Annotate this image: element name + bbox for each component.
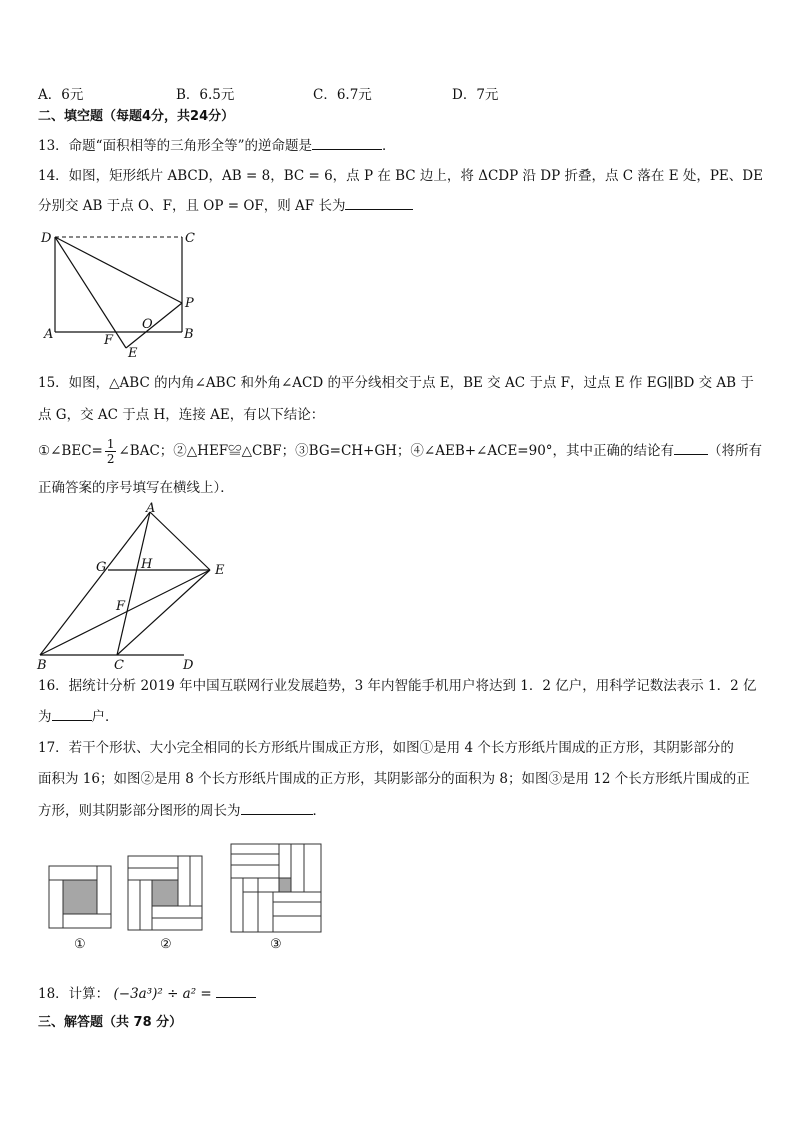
question-13-end: ． — [381, 138, 396, 154]
question-18-prefix: 18．计算： — [38, 986, 110, 1002]
question-18-expression: (−3a³)² ÷ a² = — [113, 986, 212, 1002]
question-14-line2 — [38, 196, 413, 215]
q15-label-C: C — [114, 658, 124, 670]
question-15-line1: 15．如图，△ABC 的内角∠ABC 和外角∠ACD 的平分线相交于点 E，BE 交 AC 于点 F，过点 E 作 EG∥BD 交 AB 于 — [38, 375, 754, 391]
figure-q17-2 — [128, 856, 202, 930]
question-16-unit: 户． — [91, 709, 119, 725]
q15-label-D: D — [183, 658, 194, 670]
figure-q17-3 — [231, 844, 321, 932]
question-13 — [38, 136, 395, 155]
question-16-line2 — [38, 707, 119, 726]
q15-label-G: G — [96, 560, 107, 575]
question-15-line4: 正确答案的序号填写在横线上）． — [38, 480, 234, 496]
option-b: B．6.5元 — [176, 87, 235, 103]
option-a: A．6元 — [38, 87, 84, 103]
question-18 — [38, 984, 256, 1003]
answer-blank-16[interactable] — [52, 707, 92, 721]
figure-label-1: ① — [74, 937, 86, 952]
question-17-line3 — [38, 801, 326, 820]
question-17-line1: 17．若干个形状、大小完全相同的长方形纸片围成正方形，如图①是用 4 个长方形纸片围成的正方形，其阴影部分的 — [38, 740, 734, 756]
option-d: D．7元 — [452, 87, 499, 103]
q15-label-E: E — [215, 563, 225, 578]
question-15-conclusion-1: ①∠BEC= — [38, 443, 103, 459]
question-16-prefix: 为 — [38, 709, 52, 725]
q14-label-E: E — [128, 346, 138, 361]
section-title-fill-in: 二、填空题（每题4分，共24分） — [38, 109, 235, 124]
question-17-prompt: 方形，则其阴影部分图形的周长为 — [38, 803, 241, 819]
fraction-one-half — [105, 437, 117, 466]
question-14-line2-text: 分别交 AB 于点 O、F，且 OP = OF，则 AF 长为 — [38, 198, 346, 214]
q14-label-F: F — [104, 333, 114, 348]
q14-label-C: C — [185, 231, 195, 246]
question-15-line2: 点 G，交 AC 于点 H，连接 AE，有以下结论： — [38, 407, 325, 423]
q14-label-B: B — [184, 327, 194, 342]
question-15-line3 — [38, 436, 762, 466]
question-15-instruction: （将所有 — [708, 443, 763, 459]
question-15-conclusions: ∠BAC；②△HEF≌△CBF；③BG=CH+GH；④∠AEB+∠ACE=90°，其中正确的结论有 — [118, 443, 675, 459]
q14-label-O: O — [142, 317, 153, 332]
q15-label-A: A — [146, 502, 156, 516]
figure-q15 — [34, 502, 234, 670]
section-title-solutions: 三、解答题（共 78 分） — [38, 1015, 183, 1030]
question-16-line1: 16．据统计分析 2019 年中国互联网行业发展趋势，3 年内智能手机用户将达到 1．2 亿户，用科学记数法表示 1．2 亿 — [38, 678, 757, 694]
fraction-numerator: 1 — [106, 437, 115, 451]
question-13-text: 13．命题“面积相等的三角形全等”的逆命题是 — [38, 138, 312, 154]
answer-blank-18[interactable] — [216, 984, 256, 998]
q15-label-B: B — [37, 658, 47, 670]
q14-label-A: A — [44, 327, 54, 342]
q14-label-P: P — [185, 296, 194, 311]
figure-label-2: ② — [160, 937, 172, 952]
option-c: C．6.7元 — [313, 87, 372, 103]
question-17-end: ． — [312, 803, 326, 819]
answer-blank-13[interactable] — [312, 136, 382, 150]
figure-q17-1 — [49, 866, 111, 928]
answer-blank-15[interactable] — [674, 441, 708, 455]
question-17-line2: 面积为 16；如图②是用 8 个长方形纸片围成的正方形，其阴影部分的面积为 8；如图③是用 12 个长方形纸片围成的正 — [38, 771, 750, 787]
figure-q14 — [38, 226, 208, 361]
q15-label-F: F — [116, 599, 126, 614]
fraction-denominator: 2 — [106, 452, 115, 466]
question-14-line1: 14．如图，矩形纸片 ABCD，AB = 8，BC = 6，点 P 在 BC 边上，将 ΔCDP 沿 DP 折叠，点 C 落在 E 处，PE、DE — [38, 168, 763, 184]
figure-label-3: ③ — [270, 937, 282, 952]
answer-blank-14[interactable] — [345, 196, 413, 210]
q15-label-H: H — [141, 557, 153, 572]
q14-label-D: D — [41, 231, 52, 246]
answer-blank-17[interactable] — [241, 801, 313, 815]
figure-q17 — [38, 836, 338, 956]
